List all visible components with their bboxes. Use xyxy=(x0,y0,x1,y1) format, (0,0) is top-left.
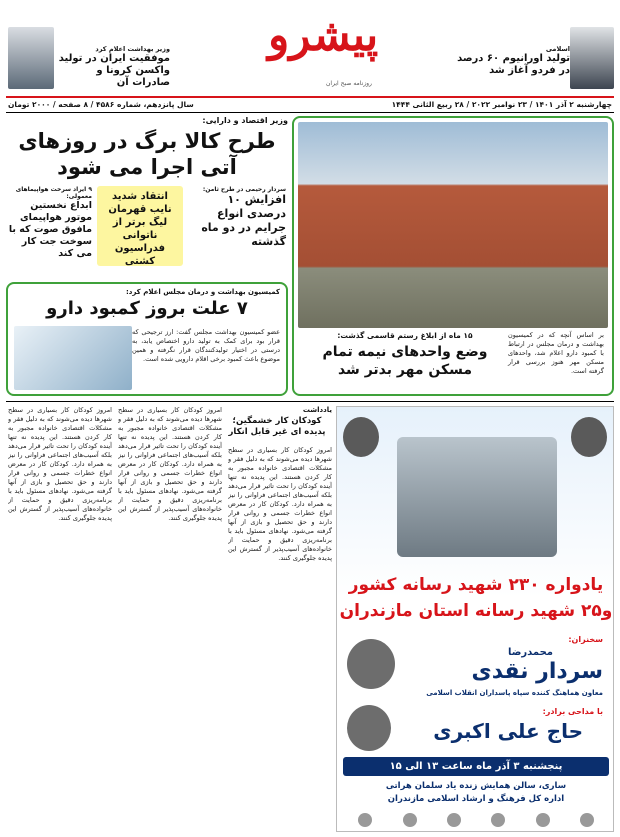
housing-story xyxy=(292,116,614,396)
column-headline: کودکان کار خشمگین؛ پدیده ای غیر قابل انکار xyxy=(228,416,326,437)
ad-when: پنجشنبه ۳ آذر ماه ساعت ۱۳ الی ۱۵ xyxy=(343,757,609,776)
ad-eulogist-name: حاج علی اکبری xyxy=(433,719,583,743)
ad-speaker-label: سخنران: xyxy=(568,635,603,644)
housing-photo xyxy=(298,122,608,328)
logo-icon xyxy=(447,813,461,827)
pharmacy-photo xyxy=(14,326,132,390)
housing-headline: وضع واحدهای نیمه تمام مسکن مهر بدتر شد xyxy=(322,344,488,378)
top-left-headline: موفقیت ایران در تولید واکسن کرونا و صادرات آن xyxy=(58,53,170,88)
column-body-2: امروز کودکان کار بسیاری در سطح شهرها دیده می‌شوند که به دلیل فقر و مشکلات اقتصادی خانواده مجبور به کار کردن هستند. این پدیده نه تنها آینده کودکان را تحت تاثیر قرار می‌دهد بلکه آسیب‌های اجتماعی فراوانی را نیز به همراه دارد. کودکان کار در معرض انواع خطرات جسمی و روانی قرار دارند و حق تحصیل و بازی از آنها گرفته می‌شود. نهادهای مسئول باید با برنامه‌ریزی دقیق و حمایت از خانواده‌های آسیب‌پذیر از گسترش این پدیده جلوگیری کنند. xyxy=(118,406,222,522)
logo-icon xyxy=(536,813,550,827)
health-headline: ۷ علت بروز کمبود دارو xyxy=(46,298,248,319)
top-right-kicker: اسلامی xyxy=(545,45,570,53)
tagline: روزنامه صبح ایران xyxy=(326,80,372,87)
column-story xyxy=(6,406,332,830)
column-body-3: امروز کودکان کار بسیاری در سطح شهرها دیده می‌شوند که به دلیل فقر و مشکلات اقتصادی خانواده مجبور به کار کردن هستند. این پدیده نه تنها آینده کودکان را تحت تاثیر قرار می‌دهد بلکه آسیب‌های اجتماعی فراوانی را نیز به همراه دارد. کودکان کار در معرض انواع خطرات جسمی و روانی قرار دارند و حق تحصیل و بازی از آنها گرفته می‌شود. نهادهای مسئول باید با برنامه‌ریزی دقیق و حمایت از خانواده‌های آسیب‌پذیر از گسترش این پدیده جلوگیری کنند. xyxy=(8,406,112,522)
sidebar-box-crime: سردار رحیمی در طرح ثامن: افزایش ۱۰ درصدی انواع جرایم در دو ماه گذشته xyxy=(201,186,286,248)
health-body: عضو کمیسیون بهداشت مجلس گفت: ارز ترجیحی که قرار بود برای کمک به تولید دارو اختصاص یابد، به درستی در اختیار تولیدکنندگان قرار نگرفته و همین موضوع باعث کمبود برخی اقلام دارویی شده است. xyxy=(132,328,280,363)
masthead xyxy=(0,0,620,96)
top-left-kicker: وزیر بهداشت اعلام کرد xyxy=(95,45,170,53)
economy-story xyxy=(6,116,288,182)
health-kicker: کمیسیون بهداشت و درمان مجلس اعلام کرد: xyxy=(125,288,280,296)
ad-org: اداره کل فرهنگ و ارشاد اسلامی مازندران xyxy=(387,794,565,804)
logo-icon xyxy=(580,813,594,827)
martyrs-ad xyxy=(336,406,614,832)
ad-speaker-name: سردار نقدی xyxy=(471,659,603,684)
martyr-portraits xyxy=(397,437,557,557)
housing-body: بر اساس آنچه که در کمیسیون بهداشت و درمان مجلس در ارتباط با کمبود دارو اعلام شد، واحدهای مسکن مهر هنوز بررسی قرار گرفته است. xyxy=(508,331,604,375)
sponsor-logos xyxy=(343,811,609,829)
column-kicker: یادداشت xyxy=(302,406,332,414)
date-line: چهارشنبه ۲ آذر ۱۴۰۱ / ۲۳ نوامبر ۲۰۲۲ / ۲۸ ربیع الثانی ۱۴۴۴ xyxy=(391,100,612,109)
ad-title-2: و۲۵ شهید رسانه استان مازندران xyxy=(339,601,613,621)
economy-kicker: وزیر اقتصاد و دارایی: xyxy=(202,116,288,125)
logo-icon xyxy=(491,813,505,827)
issue-line: سال پانزدهم، شماره ۴۵۸۶ / ۸ صفحه / ۲۰۰۰ تومان xyxy=(8,100,194,109)
housing-kicker: ۱۵ ماه از ابلاغ رستم قاسمی گذشت: xyxy=(337,331,473,340)
imam-photo xyxy=(343,417,379,457)
sidebar-box-jet: ۹ ایراد سرخت هواپیماهای معمولی: ابداع نخستین موتور هواپیمای مافوق صوت که با سوخت جت کار می کند xyxy=(8,186,92,259)
ad-speaker-first: محمدرضا xyxy=(507,647,553,658)
minister-photo xyxy=(8,27,54,89)
sidebar-box-wrestling: انتقاد شدید نایب قهرمان لیگ برتر از ناتوانی فدراسیون کشتی xyxy=(97,186,183,266)
leader-photo xyxy=(571,417,607,457)
eulogist-photo xyxy=(347,705,391,751)
logo-icon xyxy=(403,813,417,827)
column-body-1: امروز کودکان کار بسیاری در سطح شهرها دیده می‌شوند که به دلیل فقر و مشکلات اقتصادی خانواده مجبور به کار کردن هستند. این پدیده نه تنها آینده کودکان را تحت تاثیر قرار می‌دهد بلکه آسیب‌های اجتماعی فراوانی را نیز به همراه دارد. کودکان کار در معرض انواع خطرات جسمی و روانی قرار دارند و حق تحصیل و بازی از آنها گرفته می‌شود. نهادهای مسئول باید با برنامه‌ریزی دقیق و حمایت از خانواده‌های آسیب‌پذیر از گسترش این پدیده جلوگیری کنند. xyxy=(228,446,332,562)
logo-icon xyxy=(358,813,372,827)
health-story xyxy=(6,282,288,396)
ad-speaker-role: معاون هماهنگ کننده سپاه پاسداران انقلاب اسلامی xyxy=(426,689,603,697)
ad-where: ساری، سالن همایش زنده یاد سلمان هراتی xyxy=(385,781,567,791)
paper-title: پیشرو xyxy=(268,10,379,61)
aeoi-chief-photo xyxy=(570,27,614,89)
ad-title-1: یادواره ۲۳۰ شهید رسانه کشور xyxy=(348,575,604,595)
top-right-headline: تولید اورانیوم ۶۰ درصد در فردو آغاز شد xyxy=(457,53,570,76)
ad-eulogist-label: با مداحی برادر: xyxy=(542,707,603,716)
speaker-photo xyxy=(347,639,395,689)
economy-headline: طرح کالا برگ در روزهای آتی اجرا می شود xyxy=(18,129,276,179)
